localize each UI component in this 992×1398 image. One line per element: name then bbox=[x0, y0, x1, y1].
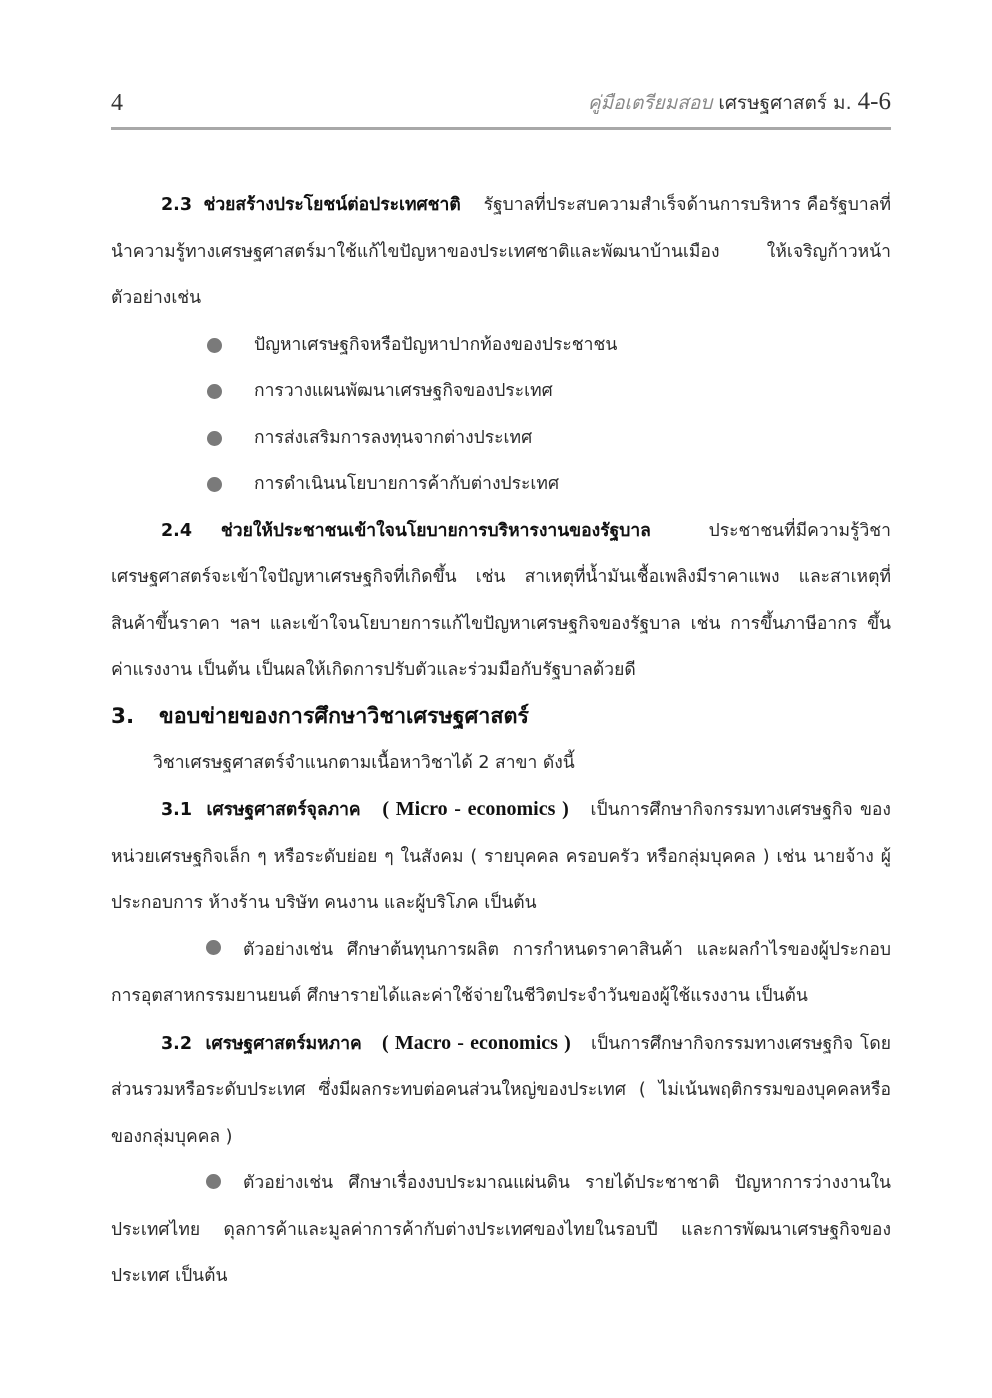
list-item bbox=[207, 368, 891, 415]
section-2-3-title: ช่วยสร้างประโยชน์ต่อประเทศชาติ bbox=[203, 195, 461, 215]
section-2-3-body: รัฐบาลที่ประสบความสำเร็จด้านการบริหาร คือรัฐบาลที่นำความรู้ทางเศรษฐศาสตร์มาใช้แก้ไขปัญหาของประเทศชาติและพัฒนาบ้านเมือง ให้เจริญก้าวหน้า ตัวอย่างเช่น bbox=[111, 195, 891, 308]
book-brand: คู่มือเตรียมสอบ bbox=[587, 92, 713, 114]
section-3-title: ขอบข่ายของการศึกษาวิชาเศรษฐศาสตร์ bbox=[159, 703, 529, 729]
page-number: 4 bbox=[111, 90, 123, 116]
list-item-text: การดำเนินนโยบายการค้ากับต่างประเทศ bbox=[254, 474, 560, 494]
section-3-1-example bbox=[111, 927, 891, 1020]
bullet-dot-icon bbox=[207, 384, 222, 399]
section-3-1-title: เศรษฐศาสตร์จุลภาค bbox=[206, 800, 361, 820]
bullet-dot-icon bbox=[206, 940, 221, 955]
list-item-text: การวางแผนพัฒนาเศรษฐกิจของประเทศ bbox=[254, 381, 553, 401]
list-item bbox=[207, 461, 891, 508]
section-2-3-number: 2.3 bbox=[161, 195, 193, 215]
section-3-heading bbox=[111, 694, 891, 740]
section-3-2-number: 3.2 bbox=[161, 1033, 193, 1054]
section-3-1-english-term: ( Micro - economics ) bbox=[382, 798, 569, 820]
section-3-1-example-text: ตัวอย่างเช่น ศึกษาต้นทุนการผลิต การกำหนดราคาสินค้า และผลกำไรของผู้ประกอบการอุตสาหกรรมยานยนต์ ศึกษารายได้และค่าใช้จ่ายในชีวิตประจำวันของผู้ใช้แรงงาน เป็นต้น bbox=[111, 939, 891, 1006]
page-content bbox=[111, 182, 891, 1300]
section-3-2-title: เศรษฐศาสตร์มหภาค bbox=[205, 1033, 362, 1054]
section-3-2-paragraph bbox=[111, 1020, 891, 1161]
section-2-4-title: ช่วยให้ประชาชนเข้าใจนโยบายการบริหารงานของรัฐบาล bbox=[220, 520, 651, 541]
list-item bbox=[207, 322, 891, 369]
section-3-2-example-text: ตัวอย่างเช่น ศึกษาเรื่องงบประมาณแผ่นดิน รายได้ประชาชาติ ปัญหาการว่างงานในประเทศไทย ดุลการค้าและมูลค่าการค้ากับต่างประเทศของไทยในรอบปี และการพัฒนาเศรษฐกิจของประเทศ เป็นต้น bbox=[111, 1173, 891, 1286]
section-3-1-number: 3.1 bbox=[161, 800, 193, 820]
section-2-4-paragraph bbox=[111, 508, 891, 694]
bullet-dot-icon bbox=[207, 431, 222, 446]
running-title bbox=[588, 88, 891, 118]
book-subject: เศรษฐศาสตร์ ม. bbox=[718, 92, 852, 114]
bullet-dot-icon bbox=[206, 1174, 221, 1189]
section-3-1-body: เป็นการศึกษากิจกรรมทางเศรษฐกิจ ของหน่วยเศรษฐกิจเล็ก ๆ หรือระดับย่อย ๆ ในสังคม ( รายบุคคล ครอบครัว หรือกลุ่มบุคคล ) เช่น นายจ้าง ผู้ประกอบการ ห้างร้าน บริษัท คนงาน และผู้บริโภค เป็นต้น bbox=[111, 800, 891, 913]
page-header bbox=[111, 88, 891, 122]
bullet-dot-icon bbox=[207, 477, 222, 492]
section-3-number: 3. bbox=[111, 703, 135, 729]
list-item-text: การส่งเสริมการลงทุนจากต่างประเทศ bbox=[254, 427, 533, 448]
header-divider bbox=[111, 127, 891, 130]
section-2-4-body: ประชาชนที่มีความรู้วิชาเศรษฐศาสตร์จะเข้าใจปัญหาเศรษฐกิจที่เกิดขึ้น เช่น สาเหตุที่น้ำมันเชื้อเพลิงมีราคาแพง และสาเหตุที่สินค้าขึ้นราคา ฯลฯ และเข้าใจนโยบายการแก้ไขปัญหาเศรษฐกิจของรัฐบาล เช่น การขึ้นภาษีอากร ขึ้นค่าแรงงาน เป็นต้น เป็นผลให้เกิดการปรับตัวและร่วมมือกับรัฐบาลด้วยดี bbox=[111, 520, 891, 680]
bullet-dot-icon bbox=[207, 338, 222, 353]
section-2-3-paragraph bbox=[111, 182, 891, 322]
section-2-4-number: 2.4 bbox=[161, 520, 193, 541]
section-3-1-paragraph bbox=[111, 786, 891, 927]
list-item bbox=[207, 415, 891, 462]
section-3-intro: วิชาเศรษฐศาสตร์จำแนกตามเนื้อหาวิชาได้ 2 สาขา ดังนี้ bbox=[153, 752, 575, 773]
book-grade: 4-6 bbox=[857, 88, 891, 115]
section-3-2-body: เป็นการศึกษากิจกรรมทางเศรษฐกิจ โดยส่วนรวมหรือระดับประเทศ ซึ่งมีผลกระทบต่อคนส่วนใหญ่ของประเทศ ( ไม่เน้นพฤติกรรมของบุคคลหรือของกลุ่มบุคคล ) bbox=[111, 1033, 891, 1147]
list-item-text: ปัญหาเศรษฐกิจหรือปัญหาปากท้องของประชาชน bbox=[254, 334, 618, 355]
section-2-3-bullet-list bbox=[111, 322, 891, 508]
section-3-2-english-term: ( Macro - economics ) bbox=[382, 1031, 571, 1054]
section-3-2-example bbox=[111, 1160, 891, 1300]
